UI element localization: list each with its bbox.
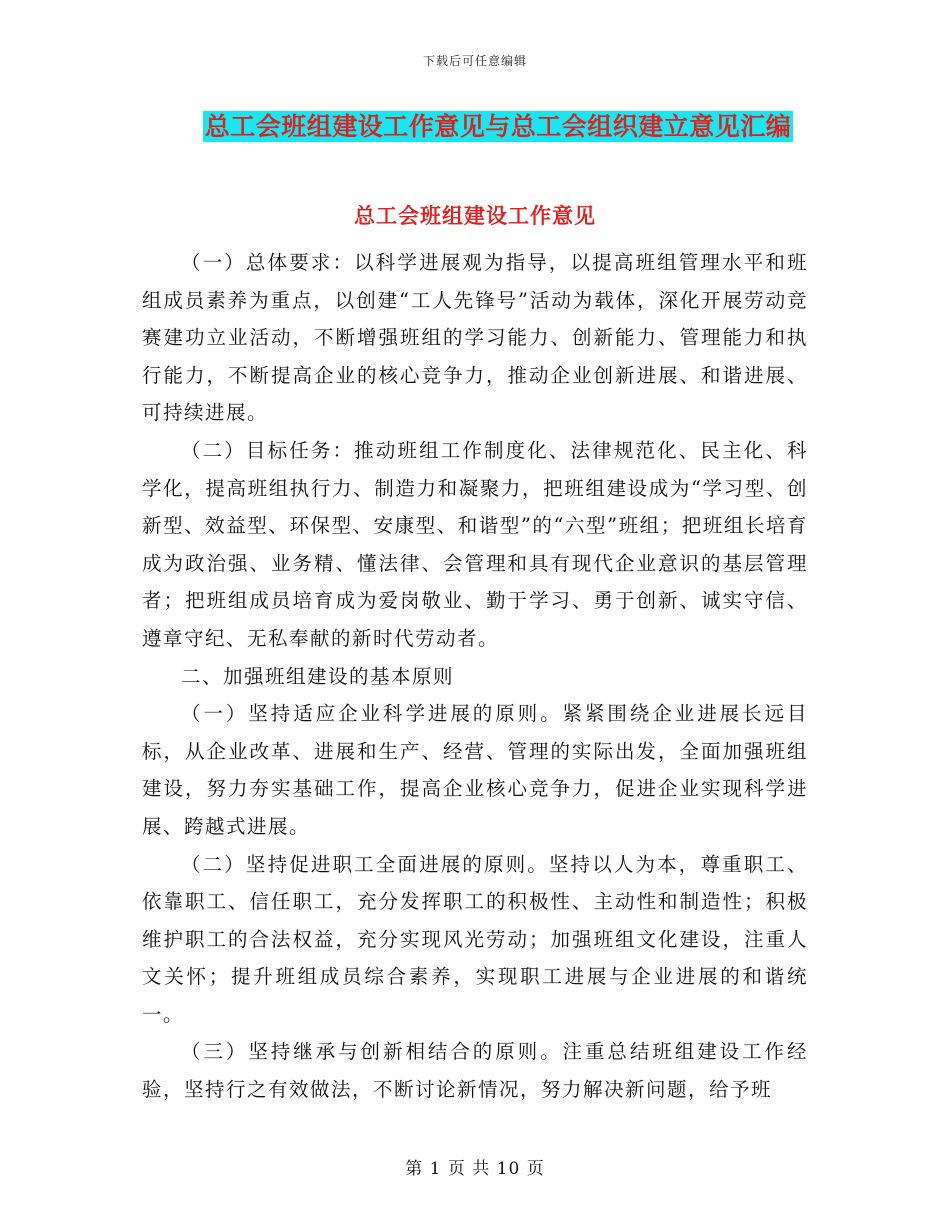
paragraph-general-requirements: （一）总体要求：以科学进展观为指导，以提高班组管理水平和班组成员素养为重点，以创建“工人先锋号”活动为载体，深化开展劳动竞赛建功立业活动，不断增强班组的学习能力、创新能力、管理能力和执行能力，不断提高企业的核心竞争力，推动企业创新进展、和谐进展、可持续进展。 bbox=[142, 251, 808, 425]
paragraph-principle-3: （三）坚持继承与创新相结合的原则。注重总结班组建设工作经验，坚持行之有效做法，不断讨论新情况，努力解决新问题，给予班 bbox=[142, 1040, 808, 1102]
paragraph-principle-2: （二）坚持促进职工全面进展的原则。坚持以人为本，尊重职工、依靠职工、信任职工，充分发挥职工的积极性、主动性和制造性；积极维护职工的合法权益，充分实现风光劳动；加强班组文化建设，注重人文关怀；提升班组成员综合素养，实现职工进展与企业进展的和谐统一。 bbox=[142, 852, 808, 1026]
section-title: 总工会班组建设工作意见 bbox=[354, 203, 596, 228]
paragraph-target-tasks: （二）目标任务：推动班组工作制度化、法律规范化、民主化、科学化，提高班组执行力、制造力和凝聚力，把班组建设成为“学习型、创新型、效益型、环保型、安康型、和谐型”的“六型”班组；把班组长培育成为政治强、业务精、懂法律、会管理和具有现代企业意识的基层管理者；把班组成员培育成为爱岗敬业、勤于学习、勇于创新、诚实守信、遵章守纪、无私奉献的新时代劳动者。 bbox=[142, 438, 808, 650]
page-footer: 第 1 页 共 10 页 bbox=[405, 1159, 545, 1179]
document-title-text: 总工会班组建设工作意见与总工会组织建立意见汇编 bbox=[204, 112, 792, 141]
paragraph-principle-1: （一）坚持适应企业科学进展的原则。紧紧围绕企业进展长远目标，从企业改革、进展和生产、经营、管理的实际出发，全面加强班组建设，努力夯实基础工作，提高企业核心竞争力，促进企业实现科学进展、跨越式进展。 bbox=[142, 702, 808, 838]
page-header-note: 下载后可任意编辑 bbox=[422, 54, 527, 68]
paragraph-basic-principles-heading: 二、加强班组建设的基本原则 bbox=[181, 664, 455, 688]
document-title bbox=[194, 110, 802, 144]
document-body bbox=[142, 244, 808, 1109]
